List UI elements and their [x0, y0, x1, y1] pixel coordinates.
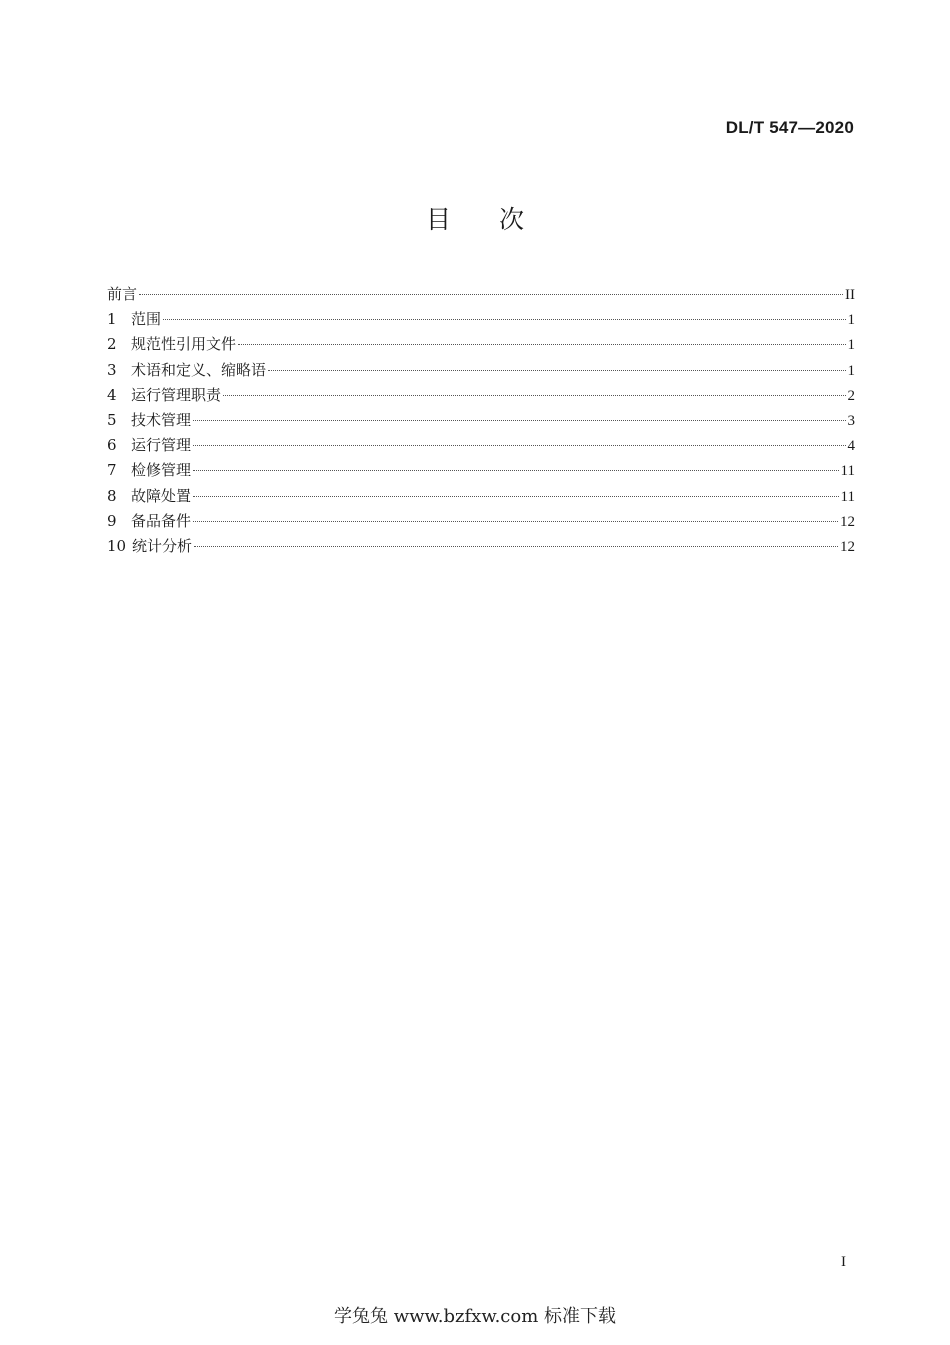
toc-entry-title: 运行管理职责	[131, 385, 222, 404]
standard-code: DL/T 547—2020	[725, 118, 854, 137]
toc-entry[interactable]	[107, 384, 855, 409]
toc-entry-page: 4	[847, 438, 855, 455]
toc-entry-number: 9	[107, 511, 117, 530]
toc-entry-page: 1	[847, 312, 855, 329]
toc-entry-number: 7	[107, 461, 117, 480]
toc-entry-title: 备品备件	[131, 511, 192, 530]
toc-entry-number: 5	[107, 410, 117, 429]
toc-entry-number: 8	[107, 486, 117, 505]
toc-leader-dots	[193, 420, 845, 421]
toc-entry-page: 2	[847, 387, 855, 404]
toc-entry-number: 10	[107, 536, 127, 555]
toc-entry[interactable]	[107, 459, 855, 484]
toc-entry-title: 故障处置	[131, 486, 192, 505]
toc-entry-page: 11	[840, 488, 855, 505]
toc-entry-title: 前言	[107, 285, 138, 303]
table-of-contents	[107, 283, 855, 560]
toc-entry-page: 1	[847, 362, 855, 379]
toc-leader-dots	[268, 370, 845, 371]
toc-entry-page: 3	[847, 412, 855, 429]
toc-entry-title: 规范性引用文件	[131, 335, 237, 354]
toc-entry-page: II	[845, 287, 855, 303]
page-number: I	[841, 1254, 846, 1270]
toc-leader-dots	[139, 294, 843, 295]
toc-leader-dots	[193, 445, 845, 446]
toc-entry[interactable]	[107, 485, 855, 510]
page-title: 目次	[425, 205, 572, 234]
toc-entry[interactable]	[107, 359, 855, 384]
toc-entry[interactable]	[107, 510, 855, 535]
toc-leader-dots	[194, 546, 838, 547]
toc-entry-number: 3	[107, 360, 117, 379]
toc-entry-page: 12	[840, 538, 855, 555]
toc-leader-dots	[193, 496, 839, 497]
toc-entry-title: 技术管理	[131, 410, 192, 429]
toc-entry-title: 术语和定义、缩略语	[131, 360, 267, 379]
toc-entry-page: 1	[847, 337, 855, 354]
watermark-text: 学兔兔 www.bzfxw.com 标准下载	[333, 1306, 617, 1327]
toc-entry-title: 统计分析	[132, 536, 193, 555]
toc-entry[interactable]	[107, 434, 855, 459]
toc-entry-number: 4	[107, 385, 117, 404]
toc-entry[interactable]	[107, 308, 855, 333]
toc-entry-number: 6	[107, 436, 117, 455]
toc-leader-dots	[193, 521, 838, 522]
toc-entry[interactable]	[107, 283, 855, 308]
toc-entry-title: 运行管理	[131, 436, 192, 455]
toc-leader-dots	[238, 344, 845, 345]
toc-entry-page: 11	[840, 463, 855, 480]
toc-entry[interactable]	[107, 409, 855, 434]
toc-leader-dots	[223, 395, 845, 396]
toc-entry[interactable]	[107, 535, 855, 560]
toc-leader-dots	[163, 319, 845, 320]
toc-entry[interactable]	[107, 333, 855, 358]
toc-entry-title: 范围	[131, 310, 162, 329]
toc-entry-number: 1	[107, 310, 117, 329]
toc-leader-dots	[193, 470, 839, 471]
toc-entry-number: 2	[107, 335, 117, 354]
toc-entry-page: 12	[840, 513, 855, 530]
toc-entry-title: 检修管理	[131, 461, 192, 480]
